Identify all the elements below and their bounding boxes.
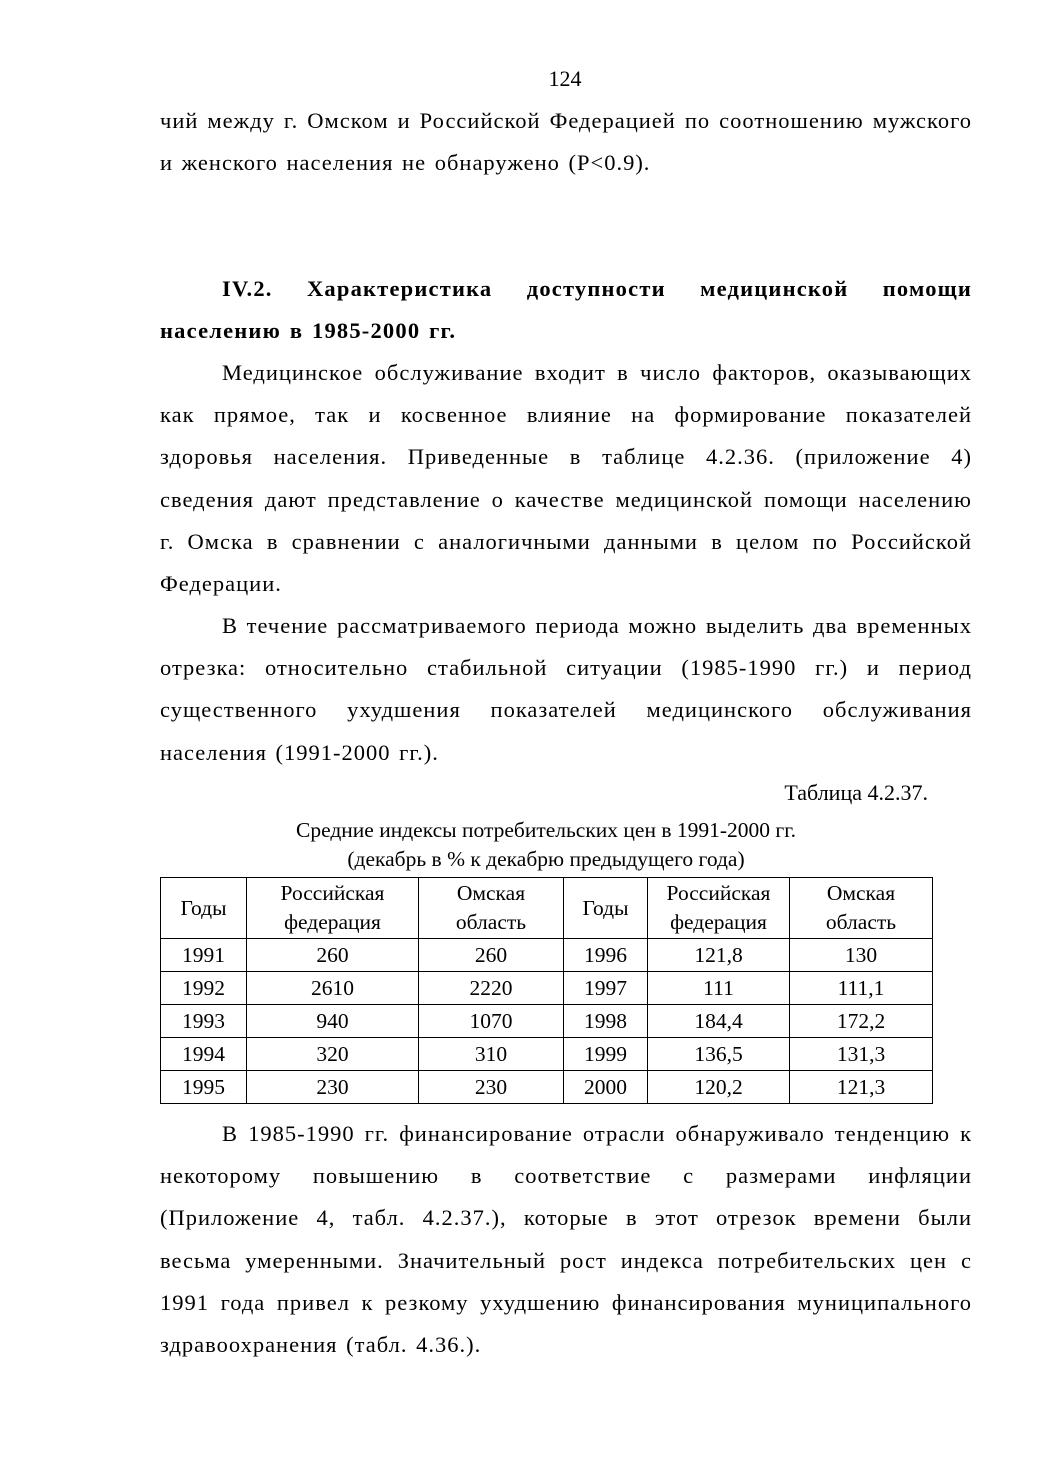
- table-cell: 130: [790, 939, 933, 972]
- table-cell: 260: [419, 939, 564, 972]
- header-rf-2-line2: федерация: [670, 910, 767, 934]
- table-header-row: [161, 878, 933, 939]
- table-cell: 1997: [564, 972, 648, 1005]
- header-rf-line2: федерация: [284, 910, 381, 934]
- header-omsk-line1: Омская: [456, 881, 526, 905]
- table-cell: 131,3: [790, 1038, 933, 1071]
- table-cell: 260: [247, 939, 419, 972]
- table-cell: 111: [648, 972, 790, 1005]
- table-cell: 1996: [564, 939, 648, 972]
- table-cell: 320: [247, 1038, 419, 1071]
- header-omsk-line2: область: [455, 910, 527, 934]
- table-cell: 120,2: [648, 1071, 790, 1104]
- header-omsk-2-line2: область: [825, 910, 897, 934]
- table-cell: 2000: [564, 1071, 648, 1104]
- table-cell: 111,1: [790, 972, 933, 1005]
- paragraph-2: В течение рассматриваемого периода можно выделить два временных отрезка: относительно стабильной ситуации (1985-1990 гг.) и период существенного ухудшения показателей медицинского обслуживания населения (1991-2000 гг.).: [160, 613, 972, 765]
- header-omsk-2: [790, 878, 933, 939]
- header-omsk-2-line1: Омская: [826, 881, 896, 905]
- price-index-table: [160, 877, 933, 1104]
- table-cell: 1995: [161, 1071, 247, 1104]
- table-label: Таблица 4.2.37.: [784, 780, 928, 805]
- table-cell: 1070: [419, 1005, 564, 1038]
- header-years-2: Годы: [564, 878, 648, 939]
- table-row: [161, 1071, 933, 1104]
- table-cell: 1998: [564, 1005, 648, 1038]
- table-cell: 121,8: [648, 939, 790, 972]
- paragraph-3: В 1985-1990 гг. финансирование отрасли обнаруживало тенденцию к некоторому повышению в соответствие с размерами инфляции (Приложение 4, табл. 4.2.37.), которые в этот отрезок времени были весьма умеренными. Значительный рост индекса потребительских цен с 1991 года привел к резкому ухудшению финансирования муниципального здравоохранения (табл. 4.36.).: [160, 1121, 972, 1358]
- intro-paragraph: чий между г. Омском и Российской Федерацией по соотношению мужского и женского населения не обнаружено (Р<0.9).: [160, 108, 972, 176]
- section-heading: IV.2. Характеристика доступности медицинской помощи населению в 1985-2000 гг.: [160, 276, 972, 344]
- header-rf-line1: Российская: [280, 881, 385, 905]
- table-title: [160, 816, 932, 874]
- header-rf-2: [648, 878, 790, 939]
- table-row: [161, 939, 933, 972]
- table-cell: 1999: [564, 1038, 648, 1071]
- header-rf-2-line1: Российская: [666, 881, 771, 905]
- table-cell: 172,2: [790, 1005, 933, 1038]
- table-row: [161, 1038, 933, 1071]
- header-years: Годы: [161, 878, 247, 939]
- table-cell: 1992: [161, 972, 247, 1005]
- header-rf: [247, 878, 419, 939]
- table-cell: 230: [419, 1071, 564, 1104]
- header-omsk: [419, 878, 564, 939]
- table-cell: 1991: [161, 939, 247, 972]
- table-title-line1: Средние индексы потребительских цен в 1991-2000 гг.: [295, 818, 797, 842]
- table-row: [161, 1005, 933, 1038]
- table-cell: 1993: [161, 1005, 247, 1038]
- table-cell: 2610: [247, 972, 419, 1005]
- table-title-line2: (декабрь в % к декабрю предыдущего года): [347, 847, 745, 871]
- table-row: [161, 972, 933, 1005]
- page-number: 124: [548, 66, 582, 91]
- table-cell: 184,4: [648, 1005, 790, 1038]
- table-cell: 136,5: [648, 1038, 790, 1071]
- table-cell: 310: [419, 1038, 564, 1071]
- table-cell: 121,3: [790, 1071, 933, 1104]
- table-cell: 2220: [419, 972, 564, 1005]
- paragraph-1: Медицинское обслуживание входит в число факторов, оказывающих как прямое, так и косвенное влияние на формирование показателей здоровья населения. Приведенные в таблице 4.2.36. (приложение 4) сведения дают представление о качестве медицинской помощи населению г. Омска в сравнении с аналогичными данными в целом по Российской Федерации.: [160, 360, 972, 597]
- table-cell: 230: [247, 1071, 419, 1104]
- table-cell: 1994: [161, 1038, 247, 1071]
- table-cell: 940: [247, 1005, 419, 1038]
